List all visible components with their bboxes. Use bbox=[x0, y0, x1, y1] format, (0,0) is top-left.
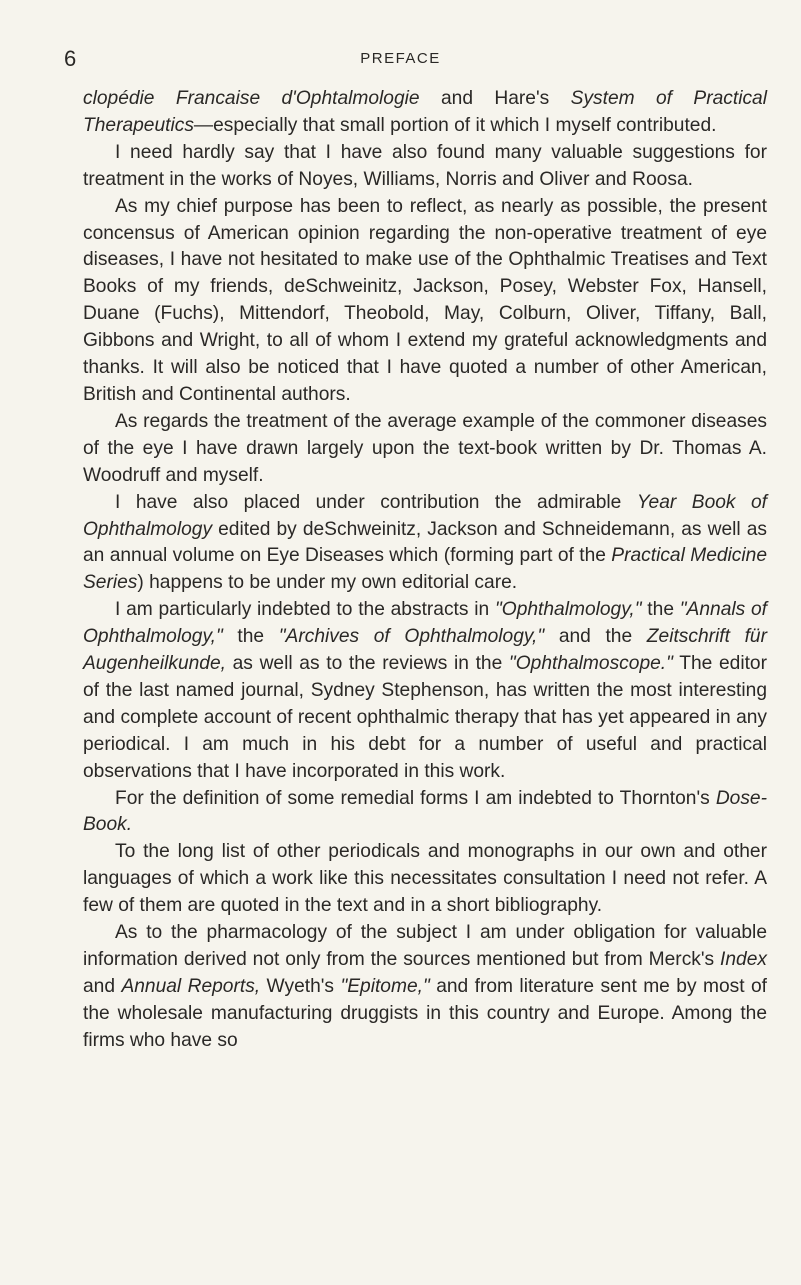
paragraph bbox=[83, 86, 767, 140]
paragraph bbox=[83, 839, 767, 920]
italic-text: Index bbox=[720, 949, 767, 970]
text-run: and Hare's bbox=[419, 88, 571, 109]
text-run: as well as to the reviews in the bbox=[225, 653, 509, 675]
text-run: ) happens to be under my own editorial care. bbox=[137, 572, 518, 594]
paragraph bbox=[83, 597, 767, 785]
text-run: and the bbox=[544, 626, 647, 648]
text-run: and bbox=[83, 975, 122, 997]
paragraph bbox=[83, 409, 767, 490]
text-run: Wyeth's bbox=[260, 975, 341, 997]
text-run: I am particularly indebted to the abstracts in bbox=[115, 599, 495, 621]
text-run: For the definition of some remedial forms I am indebted to Thornton's bbox=[115, 787, 716, 809]
text-run: the bbox=[222, 626, 279, 648]
text-run: As my chief purpose has been to reflect, as nearly as possible, the present concensus of American opinion regarding the non-operative treatment of eye diseases, I have not hesitated to make use of the Ophthalmic Treatises and Text Books of my friends, deSchweinitz, Jackson, Posey, Webster Fox, Hansell, Duane (Fuchs), Mittendorf, Theobold, May, Colburn, Oliver, Tiffany, Ball, Gibbons and Wright, to all of whom I extend my grateful acknowledgments and thanks. It will also be noticed that I have quoted a number of other American, British and Continental authors. bbox=[83, 195, 767, 405]
italic-text: Practical Medicine Series bbox=[83, 545, 768, 594]
text-run: and from literature sent me by most of the wholesale manufacturing druggists in this country and Europe. Among the firms who have so bbox=[83, 975, 767, 1051]
text-run: I need hardly say that I have also found many valuable suggestions for treatment in the works of Noyes, Williams, Norris and Oliver and Roosa. bbox=[83, 141, 767, 190]
italic-text: System of Practical Therapeutics bbox=[83, 88, 767, 136]
text-run: edited by deSchweinitz, Jackson and Schneidemann, as well as an annual volume on Eye Diseases which (forming part of the bbox=[83, 518, 767, 567]
paragraph bbox=[83, 194, 767, 409]
italic-text: "Archives of Ophthalmology," bbox=[278, 626, 545, 648]
text-run: As to the pharmacology of the subject I am under obligation for valuable information derived not only from the sources mentioned but from Merck's bbox=[83, 922, 767, 970]
italic-text: "Annals of Ophthalmology," bbox=[83, 599, 767, 648]
paragraph bbox=[83, 490, 767, 598]
italic-text: Zeitschrift für Augenheilkunde, bbox=[83, 626, 767, 675]
page-header bbox=[0, 44, 801, 74]
italic-text: Dose-Book. bbox=[83, 787, 767, 836]
paragraph bbox=[83, 786, 767, 840]
italic-text: clopédie Francaise d'Ophtalmologie bbox=[83, 88, 420, 109]
italic-text: Year Book of Ophthalmology bbox=[83, 491, 767, 540]
text-run: the bbox=[641, 599, 680, 621]
paragraph bbox=[83, 920, 767, 1055]
text-run: —especially that small portion of it which I myself contributed. bbox=[193, 114, 717, 136]
text-run: As regards the treatment of the average example of the commoner diseases of the eye I have drawn largely upon the text-book written by Dr. Thomas A. Woodruff and myself. bbox=[83, 410, 767, 486]
italic-text: "Ophthalmoscope." bbox=[508, 653, 673, 675]
italic-text: "Epitome," bbox=[340, 975, 430, 997]
italic-text: "Ophthalmology," bbox=[494, 599, 642, 621]
text-run: I have also placed under contribution the admirable bbox=[115, 491, 637, 513]
body-text bbox=[83, 86, 767, 1055]
paragraph bbox=[83, 140, 767, 194]
page-number: 6 bbox=[64, 46, 77, 71]
italic-text: Annual Reports, bbox=[121, 975, 261, 997]
text-run: The editor of the last named journal, Sydney Stephenson, has written the most interesting and complete account of recent ophthalmic therapy that has yet appeared in any periodical. I am much in his debt for a number of useful and practical observations that I have incorporated in this work. bbox=[83, 653, 767, 782]
text-run: To the long list of other periodicals and monographs in our own and other languages of which a work like this necessitates consultation I need not refer. A few of them are quoted in the text and in a short bibliography. bbox=[83, 841, 767, 917]
running-head: PREFACE bbox=[360, 50, 441, 67]
